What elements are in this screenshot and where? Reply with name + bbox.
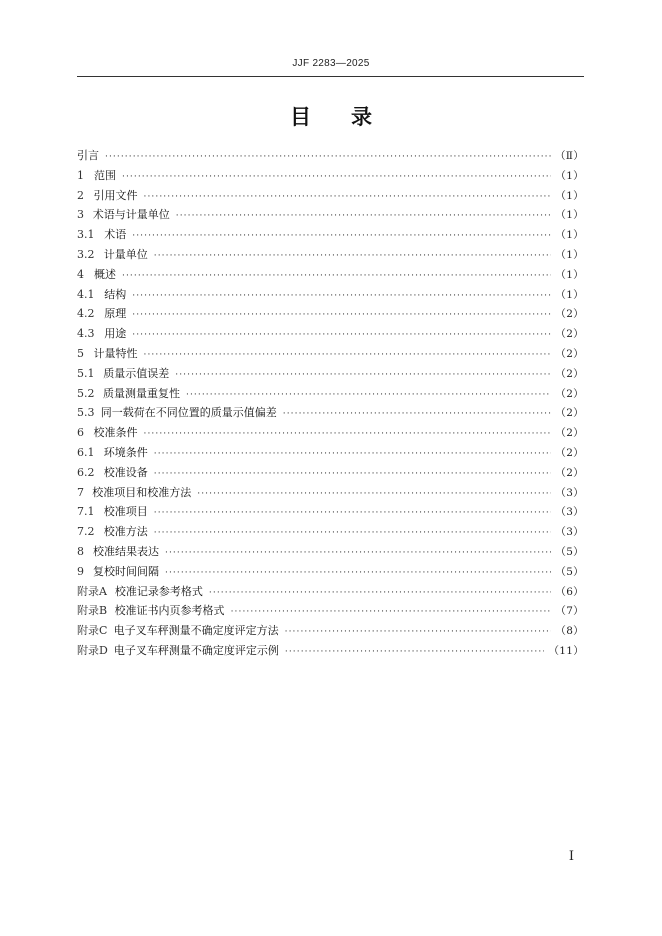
toc-entry[interactable] <box>77 404 584 424</box>
toc-dot-leader <box>154 449 552 459</box>
toc-entry-page: （2） <box>555 367 584 380</box>
toc-entry-label: 校准方法 <box>103 525 148 539</box>
title-char-2: 录 <box>351 105 372 129</box>
toc-entry[interactable] <box>77 444 584 464</box>
toc-entry[interactable] <box>77 523 584 543</box>
toc-entry[interactable] <box>77 622 584 642</box>
toc-entry-number: 5.2 <box>77 386 95 400</box>
toc-entry-page: （1） <box>555 288 584 301</box>
toc-entry-label: 电子叉车秤测量不确定度评定方法 <box>113 624 279 638</box>
toc-entry[interactable] <box>77 325 584 345</box>
toc-entry-label: 校准证书内页参考格式 <box>114 604 225 618</box>
toc-entry-page: （2） <box>555 466 584 479</box>
toc-entry-number: 6 <box>77 426 84 440</box>
toc-dot-leader <box>283 409 552 419</box>
toc-entry-page: （2） <box>555 347 584 360</box>
toc-entry-page: （2） <box>555 387 584 400</box>
toc-dot-leader <box>154 508 552 518</box>
toc-dot-leader <box>165 568 551 578</box>
toc-entry-label: 结构 <box>104 287 127 301</box>
toc-dot-leader <box>132 330 551 340</box>
toc-entry[interactable] <box>77 246 584 266</box>
toc-entry[interactable] <box>77 286 584 306</box>
toc-dot-leader <box>105 152 551 162</box>
toc-entry[interactable] <box>77 345 584 365</box>
toc-dot-leader <box>176 211 552 221</box>
title-char-1: 目 <box>290 105 311 129</box>
toc-entry-label: 引言 <box>77 149 99 162</box>
toc-entry-label: 术语与计量单位 <box>92 208 170 222</box>
toc-entry[interactable] <box>77 226 584 246</box>
toc-entry-number: 6.2 <box>77 465 95 479</box>
toc-entry-number: 5 <box>77 346 84 360</box>
table-of-contents <box>77 147 584 662</box>
toc-entry-number: 3.1 <box>77 228 95 242</box>
toc-entry[interactable] <box>77 206 584 226</box>
toc-entry[interactable] <box>77 385 584 405</box>
toc-dot-leader <box>175 370 551 380</box>
toc-dot-leader <box>132 310 551 320</box>
toc-entry-page: （1） <box>555 248 584 261</box>
toc-entry-number: 1 <box>77 168 84 182</box>
toc-dot-leader <box>143 429 551 439</box>
toc-dot-leader <box>154 469 552 479</box>
toc-entry-page: （3） <box>555 506 584 519</box>
toc-entry-number: 附录C <box>77 624 108 638</box>
toc-entry-page: （5） <box>555 545 584 558</box>
toc-entry-page: （1） <box>555 169 584 182</box>
toc-entry-number: 4.2 <box>77 307 95 321</box>
toc-entry-label: 范围 <box>93 168 116 182</box>
document-code-header: JJF 2283—2025 <box>292 58 370 69</box>
toc-entry-number: 7.2 <box>77 525 95 539</box>
toc-dot-leader <box>143 350 551 360</box>
toc-entry-number: 2 <box>77 188 84 202</box>
toc-dot-leader <box>197 489 551 499</box>
toc-entry-page: （2） <box>555 446 584 459</box>
toc-dot-leader <box>154 528 552 538</box>
toc-entry-page: （2） <box>555 407 584 420</box>
toc-entry-label: 引用文件 <box>93 188 138 202</box>
toc-entry-label: 质量测量重复性 <box>103 386 180 400</box>
toc-entry-number: 5.3 <box>77 406 95 420</box>
toc-entry-label: 校准项目 <box>103 505 148 519</box>
toc-dot-leader <box>154 251 552 261</box>
toc-dot-leader <box>143 192 551 202</box>
toc-dot-leader <box>132 231 551 241</box>
toc-entry[interactable] <box>77 424 584 444</box>
toc-entry-label: 电子叉车秤测量不确定度评定示例 <box>113 643 279 657</box>
toc-entry-label: 复校时间间隔 <box>92 564 159 578</box>
toc-entry-number: 7.1 <box>77 505 95 519</box>
toc-dot-leader <box>209 588 551 598</box>
toc-entry-page: （11） <box>548 644 584 657</box>
toc-entry-page: （7） <box>555 605 584 618</box>
toc-entry-page: （2） <box>555 308 584 321</box>
toc-entry-page: （2） <box>555 328 584 341</box>
toc-dot-leader <box>165 548 551 558</box>
toc-entry-label: 术语 <box>104 228 127 242</box>
toc-entry[interactable] <box>77 583 584 603</box>
toc-dot-leader <box>132 291 551 301</box>
toc-entry-page: （2） <box>555 427 584 440</box>
toc-entry[interactable] <box>77 305 584 325</box>
toc-entry-label: 校准设备 <box>103 465 148 479</box>
toc-entry-label: 计量特性 <box>93 346 138 360</box>
toc-entry-page: （5） <box>555 565 584 578</box>
toc-entry[interactable] <box>77 484 584 504</box>
toc-entry-number: 7 <box>77 485 84 499</box>
toc-entry-page: （1） <box>555 189 584 202</box>
page-number: Ⅰ <box>568 849 574 864</box>
toc-entry-label: 用途 <box>104 327 127 341</box>
toc-dot-leader <box>231 607 552 617</box>
toc-entry-label: 校准条件 <box>93 426 138 440</box>
toc-entry-page: （1） <box>555 229 584 242</box>
toc-entry-number: 4.3 <box>77 327 95 341</box>
toc-entry-number: 6.1 <box>77 445 95 459</box>
toc-entry-label: 概述 <box>93 267 116 281</box>
toc-entry-label: 原理 <box>104 307 127 321</box>
toc-entry-label: 环境条件 <box>103 445 148 459</box>
toc-entry-label: 校准项目和校准方法 <box>92 485 192 499</box>
toc-entry-label: 校准记录参考格式 <box>114 584 203 598</box>
toc-entry-number: 附录B <box>77 604 108 618</box>
toc-entry-page: （1） <box>555 268 584 281</box>
toc-entry-label: 校准结果表达 <box>92 544 159 558</box>
toc-entry-number: 9 <box>77 564 84 578</box>
page-title <box>0 101 662 131</box>
toc-entry-number: 3 <box>77 208 84 222</box>
toc-entry-number: 4.1 <box>77 287 95 301</box>
toc-dot-leader <box>285 627 552 637</box>
toc-entry-page: （8） <box>555 625 584 638</box>
toc-entry[interactable] <box>77 543 584 563</box>
toc-entry-number: 4 <box>77 267 84 281</box>
toc-entry-label: 质量示值误差 <box>103 366 170 380</box>
toc-entry[interactable] <box>77 365 584 385</box>
toc-entry-number: 3.2 <box>77 247 95 261</box>
toc-entry[interactable] <box>77 563 584 583</box>
header-divider <box>77 76 584 77</box>
toc-entry[interactable] <box>77 147 584 167</box>
toc-entry-page: （3） <box>555 486 584 499</box>
toc-dot-leader <box>122 271 551 281</box>
toc-entry[interactable] <box>77 642 584 662</box>
toc-entry-page: （3） <box>555 526 584 539</box>
toc-entry-page: （1） <box>555 209 584 222</box>
toc-entry[interactable] <box>77 266 584 286</box>
toc-entry[interactable] <box>77 602 584 622</box>
toc-dot-leader <box>285 647 545 657</box>
toc-entry-label: 同一载荷在不同位置的质量示值偏差 <box>100 406 277 420</box>
toc-entry-number: 8 <box>77 544 84 558</box>
toc-entry[interactable] <box>77 167 584 187</box>
toc-entry-page: （Ⅱ） <box>554 150 584 162</box>
toc-entry[interactable] <box>77 187 584 207</box>
toc-entry-number: 附录D <box>77 643 108 657</box>
toc-entry-number: 5.1 <box>77 366 95 380</box>
toc-entry-page: （6） <box>555 585 584 598</box>
toc-dot-leader <box>186 390 551 400</box>
toc-entry-number: 附录A <box>77 584 107 598</box>
toc-dot-leader <box>122 172 551 182</box>
toc-entry[interactable] <box>77 464 584 484</box>
toc-entry[interactable] <box>77 503 584 523</box>
toc-entry-label: 计量单位 <box>103 247 148 261</box>
